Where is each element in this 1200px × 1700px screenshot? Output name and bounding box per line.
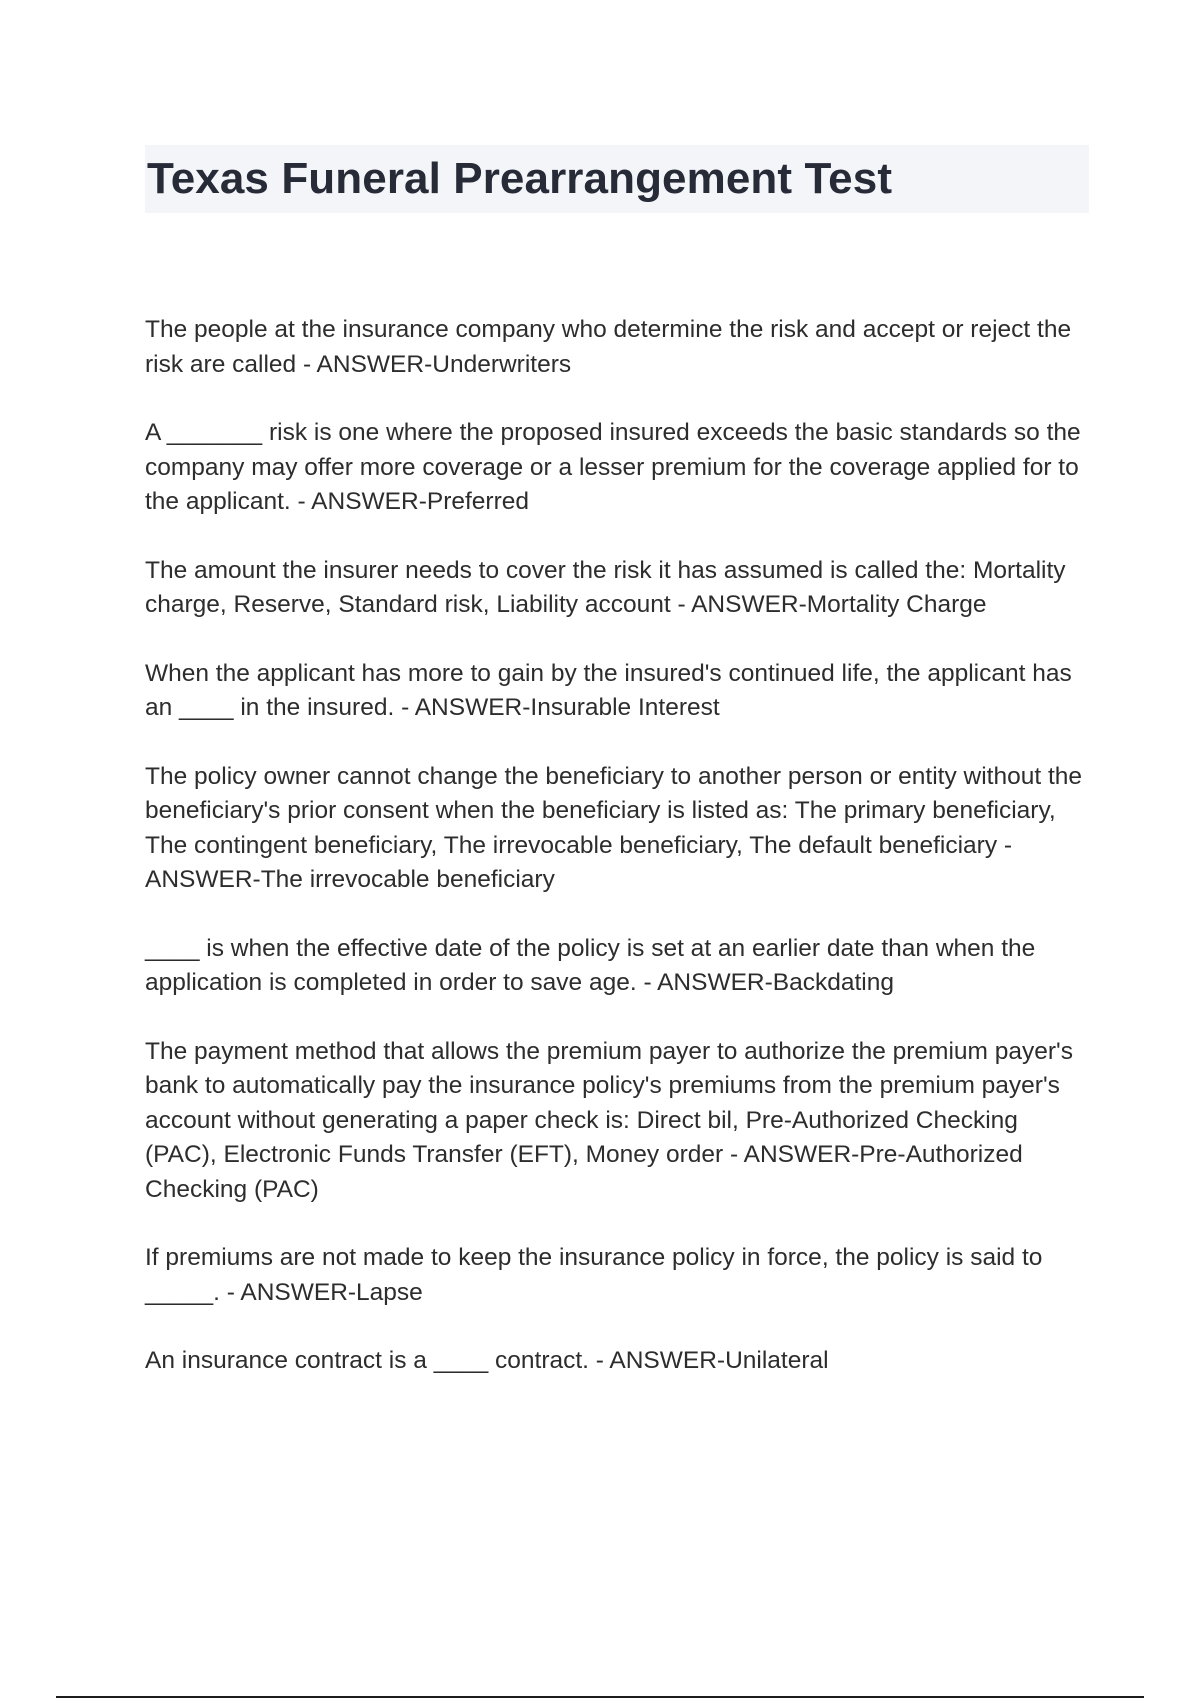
question-list — [145, 313, 1095, 1413]
question-item: The policy owner cannot change the beneficiary to another person or entity without the beneficiary's prior consent when the beneficiary is listed as: The primary beneficiary, The contingent beneficiary, The irrevocable beneficiary, The default beneficiary - ANSWER-The irrevocable beneficiary — [145, 762, 1083, 893]
question-item: When the applicant has more to gain by the insured's continued life, the applicant has an ____ in the insured. - ANSWER-Insurable Interest — [145, 659, 1072, 721]
question-item: An insurance contract is a ____ contract. - ANSWER-Unilateral — [145, 1347, 829, 1374]
question-item: A _______ risk is one where the proposed insured exceeds the basic standards so the company may offer more coverage or a lesser premium for the coverage applied for to the applicant. - ANSWER-Preferred — [145, 419, 1081, 515]
question-item: The people at the insurance company who determine the risk and accept or reject the risk are called - ANSWER-Underwriters — [145, 316, 1072, 378]
footer-divider — [56, 1696, 1144, 1698]
question-item: The payment method that allows the premium payer to authorize the premium payer's bank to automatically pay the insurance policy's premiums from the premium payer's account without generating a paper check is: Direct bil, Pre-Authorized Checking (PAC), Electronic Funds Transfer (EFT), Money order - ANSWER-Pre-Authorized Checking (PAC) — [145, 1037, 1073, 1203]
question-item: If premiums are not made to keep the insurance policy in force, the policy is said to _____. - ANSWER-Lapse — [145, 1244, 1043, 1306]
title-band — [145, 145, 1089, 213]
question-item: ____ is when the effective date of the policy is set at an earlier date than when the application is completed in order to save age. - ANSWER-Backdating — [145, 934, 1036, 996]
question-item: The amount the insurer needs to cover the risk it has assumed is called the: Mortality charge, Reserve, Standard risk, Liability account - ANSWER-Mortality Charge — [145, 556, 1066, 618]
document-title: Texas Funeral Prearrangement Test — [147, 154, 893, 203]
